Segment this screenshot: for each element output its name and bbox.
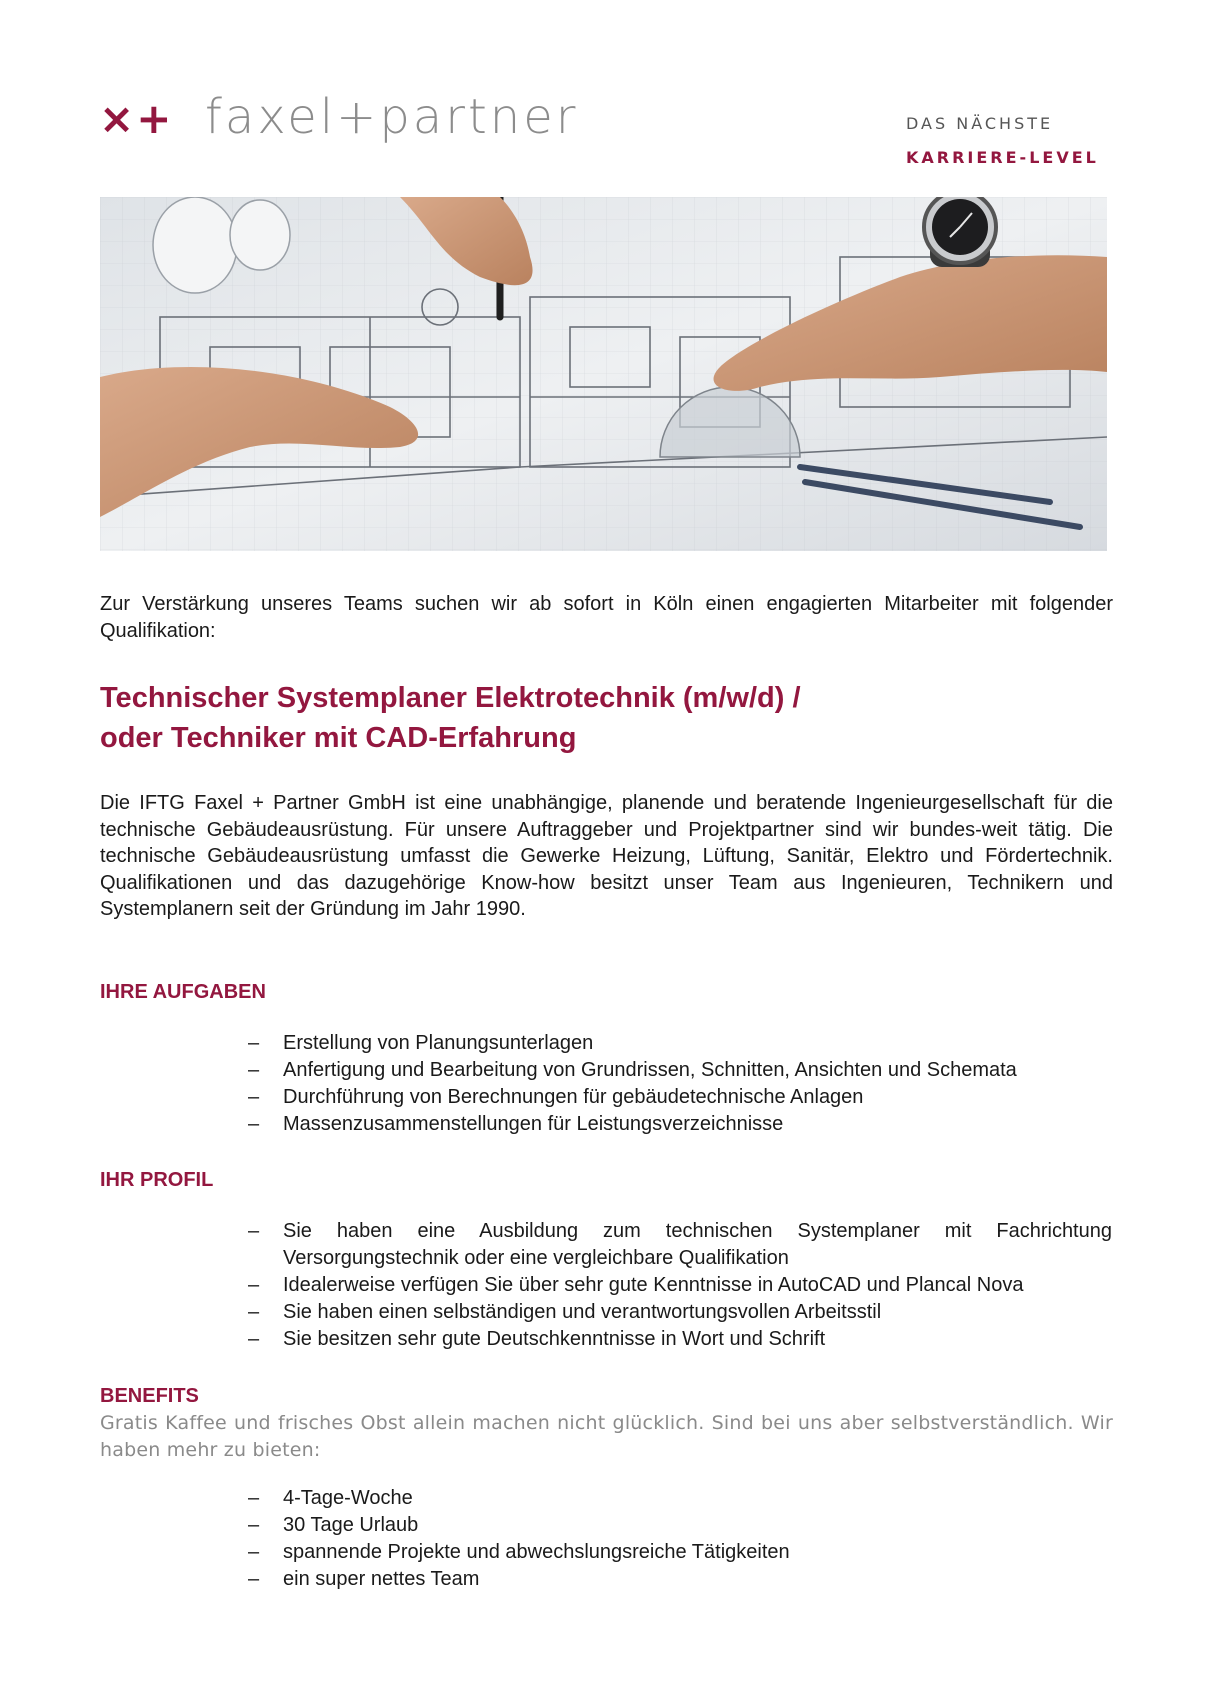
company-description: Die IFTG Faxel + Partner GmbH ist eine unabhängige, planende und beratende Ingenieurgesellschaft für die technische Gebäudeausrüstung. Für unsere Auftraggeber und Projektpartner sind wir bundes-weit tätig. Die technische Gebäudeausrüstung umfasst die Gewerke Heizung, Lüftung, Sanitär, Elektro und Fördertechnik. Qualifikationen und das dazugehörige Know-how besitzt unser Team aus Ingenieuren, Technikern und Systemplanern seit der Gründung im Jahr 1990. xyxy=(100,792,1113,920)
list-item: – Massenzusammenstellungen für Leistungsverzeichnisse xyxy=(248,1111,1112,1138)
logo-mark: ×+ xyxy=(99,94,174,143)
intro-text: Zur Verstärkung unseres Teams suchen wir ab sofort in Köln einen engagierten Mitarbeiter mit folgender Qualifikation: xyxy=(100,593,1113,642)
list-item: – Sie haben einen selbständigen und verantwortungsvollen Arbeitsstil xyxy=(248,1299,1112,1326)
tagline-line1: DAS NÄCHSTE xyxy=(906,114,1054,133)
job-title-line2: oder Techniker mit CAD-Erfahrung xyxy=(100,722,577,754)
benefits-list xyxy=(248,1485,1112,1593)
benefits-intro: Gratis Kaffee und frisches Obst allein machen nicht glücklich. Sind bei uns aber selbstverständlich. Wir haben mehr zu bieten: xyxy=(100,1412,1113,1461)
section-heading-benefits: BENEFITS xyxy=(100,1385,199,1407)
list-item: – Idealerweise verfügen Sie über sehr gute Kenntnisse in AutoCAD und Plancal Nova xyxy=(248,1272,1112,1299)
section-heading-profil: IHR PROFIL xyxy=(100,1169,214,1191)
list-item: – Durchführung von Berechnungen für gebäudetechnische Anlagen xyxy=(248,1084,1112,1111)
job-title-line1: Technischer Systemplaner Elektrotechnik (m/w/d) / xyxy=(100,682,801,714)
list-item: – ein super nettes Team xyxy=(248,1566,1112,1593)
list-item: – 30 Tage Urlaub xyxy=(248,1512,1112,1539)
tagline-line2: KARRIERE-LEVEL xyxy=(906,148,1099,167)
list-item: – Erstellung von Planungsunterlagen xyxy=(248,1030,1112,1057)
section-heading-aufgaben: IHRE AUFGABEN xyxy=(100,981,266,1003)
hero-image xyxy=(100,197,1107,551)
logo-wordmark: faxel+partner xyxy=(205,89,579,145)
profil-list xyxy=(248,1218,1112,1353)
aufgaben-list xyxy=(248,1030,1112,1138)
job-title xyxy=(100,678,1113,758)
blueprint-illustration xyxy=(100,197,1107,551)
list-item: – Sie haben eine Ausbildung zum technischen Systemplaner mit Fachrichtung Versorgungstechnik oder eine vergleichbare Qualifikation xyxy=(248,1218,1112,1272)
list-item: – 4-Tage-Woche xyxy=(248,1485,1112,1512)
list-item: – Anfertigung und Bearbeitung von Grundrissen, Schnitten, Ansichten und Schemata xyxy=(248,1057,1112,1084)
list-item: – Sie besitzen sehr gute Deutschkenntnisse in Wort und Schrift xyxy=(248,1326,1112,1353)
list-item: – spannende Projekte und abwechslungsreiche Tätigkeiten xyxy=(248,1539,1112,1566)
